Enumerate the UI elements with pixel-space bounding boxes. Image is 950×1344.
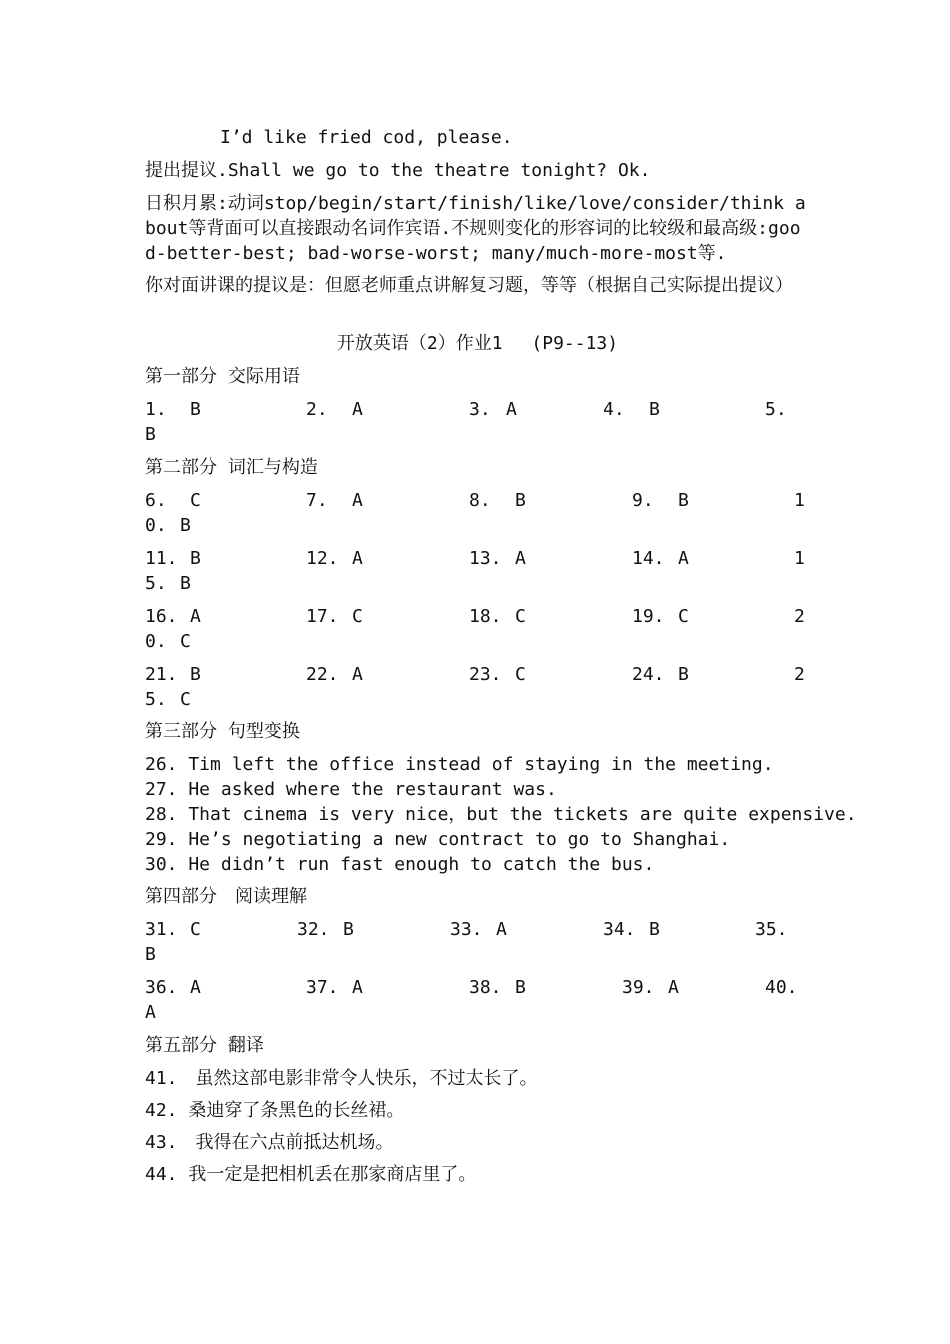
answer-number: 2. <box>306 399 328 420</box>
answer-choice: C <box>678 606 689 627</box>
part5-heading: 第五部分 翻译 <box>145 1035 264 1056</box>
answer-choice: A <box>145 1002 156 1023</box>
answer-choice: B <box>515 977 526 998</box>
part1-heading: 第一部分 交际用语 <box>145 366 300 387</box>
answer-choice: C <box>180 631 191 652</box>
sentence-30: 30. He didn’t run fast enough to catch the bus. <box>145 854 655 875</box>
answer-choice: C <box>180 689 191 710</box>
translation-44: 44. 我一定是把相机丢在那家商店里了。 <box>145 1164 477 1185</box>
answer-choice: A <box>668 977 679 998</box>
answer-number: 33. <box>450 919 483 940</box>
answer-choice: B <box>180 573 191 594</box>
answer-choice: B <box>678 490 689 511</box>
answer-number-part: 0. <box>145 515 167 536</box>
answer-choice: B <box>190 664 201 685</box>
answer-number: 37. <box>306 977 339 998</box>
sentence-27: 27. He asked where the restaurant was. <box>145 779 557 800</box>
translation-43: 43. 我得在六点前抵达机场。 <box>145 1132 394 1153</box>
answer-choice: B <box>190 548 201 569</box>
answer-number: 24. <box>632 664 665 685</box>
answer-number: 22. <box>306 664 339 685</box>
answer-number: 23. <box>469 664 502 685</box>
accumulate-paragraph: 日积月累:动词stop/begin/start/finish/like/love/consider/think about等背面可以直接跟动名词作宾语.不规则变化的形容词的比较级和最高级:good-better-best; bad-worse-worst; many/much-more-most等. <box>145 193 806 264</box>
answer-choice: C <box>190 919 201 940</box>
answer-choice: C <box>515 664 526 685</box>
answer-number: 21. <box>145 664 178 685</box>
answer-number: 16. <box>145 606 178 627</box>
answer-number: 8. <box>469 490 491 511</box>
answer-number: 14. <box>632 548 665 569</box>
answer-number: 4. <box>603 399 625 420</box>
answer-number: 39. <box>622 977 655 998</box>
answer-choice: A <box>190 606 201 627</box>
answer-number: 31. <box>145 919 178 940</box>
answer-number: 40. <box>765 977 798 998</box>
sentence-26: 26. Tim left the office instead of staying in the meeting. <box>145 754 774 775</box>
answer-choice: B <box>180 515 191 536</box>
answer-number: 17. <box>306 606 339 627</box>
answer-number: 9. <box>632 490 654 511</box>
answer-number: 5. <box>765 399 787 420</box>
answer-choice: A <box>190 977 201 998</box>
answer-choice: A <box>352 548 363 569</box>
answer-number: 35. <box>755 919 788 940</box>
order-line: I’d like fried cod, please. <box>220 127 513 148</box>
sentence-29: 29. He’s negotiating a new contract to go to Shanghai. <box>145 829 731 850</box>
answer-choice: C <box>190 490 201 511</box>
answer-number-part: 0. <box>145 631 167 652</box>
answer-number-part: 1 <box>794 490 805 511</box>
answer-choice: B <box>190 399 201 420</box>
answer-choice: B <box>678 664 689 685</box>
answer-choice: A <box>506 399 517 420</box>
answer-choice: B <box>649 919 660 940</box>
answer-number: 36. <box>145 977 178 998</box>
answer-choice: B <box>649 399 660 420</box>
answer-number: 12. <box>306 548 339 569</box>
answer-choice: A <box>496 919 507 940</box>
answer-choice: A <box>352 399 363 420</box>
answer-choice: C <box>515 606 526 627</box>
answer-number: 3. <box>469 399 491 420</box>
answer-choice: A <box>352 977 363 998</box>
feedback-paragraph: 你对面讲课的提议是：但愿老师重点讲解复习题，等等（根据自己实际提出提议） <box>145 275 793 296</box>
sentence-28: 28. That cinema is very nice，but the tickets are quite expensive. <box>145 804 857 825</box>
answer-number: 1. <box>145 399 167 420</box>
answer-number: 6. <box>145 490 167 511</box>
answer-number: 11. <box>145 548 178 569</box>
answer-number: 13. <box>469 548 502 569</box>
translation-42: 42. 桑迪穿了条黑色的长丝裙。 <box>145 1100 405 1121</box>
answer-number-part: 2 <box>794 606 805 627</box>
part3-heading: 第三部分 句型变换 <box>145 721 300 742</box>
answer-number: 34. <box>603 919 636 940</box>
suggestion-line: 提出提议.Shall we go to the theatre tonight? Ok. <box>145 160 651 181</box>
translation-41: 41. 虽然这部电影非常令人快乐，不过太长了。 <box>145 1068 538 1089</box>
answer-number: 18. <box>469 606 502 627</box>
answer-choice: B <box>145 424 156 445</box>
answer-number-part: 5. <box>145 573 167 594</box>
answer-number: 7. <box>306 490 328 511</box>
answer-number-part: 5. <box>145 689 167 710</box>
answer-choice: A <box>352 664 363 685</box>
part4-heading: 第四部分 阅读理解 <box>145 886 307 907</box>
answer-choice: C <box>352 606 363 627</box>
answer-number: 38. <box>469 977 502 998</box>
answer-choice: B <box>515 490 526 511</box>
answer-number-part: 2 <box>794 664 805 685</box>
answer-number-part: 1 <box>794 548 805 569</box>
answer-choice: A <box>352 490 363 511</box>
answer-choice: A <box>678 548 689 569</box>
answer-number: 32. <box>297 919 330 940</box>
answer-choice: B <box>145 944 156 965</box>
answer-number: 19. <box>632 606 665 627</box>
answer-choice: B <box>343 919 354 940</box>
part2-heading: 第二部分 词汇与构造 <box>145 457 318 478</box>
homework-title: 开放英语（2）作业1 (P9--13) <box>336 333 619 354</box>
answer-choice: A <box>515 548 526 569</box>
